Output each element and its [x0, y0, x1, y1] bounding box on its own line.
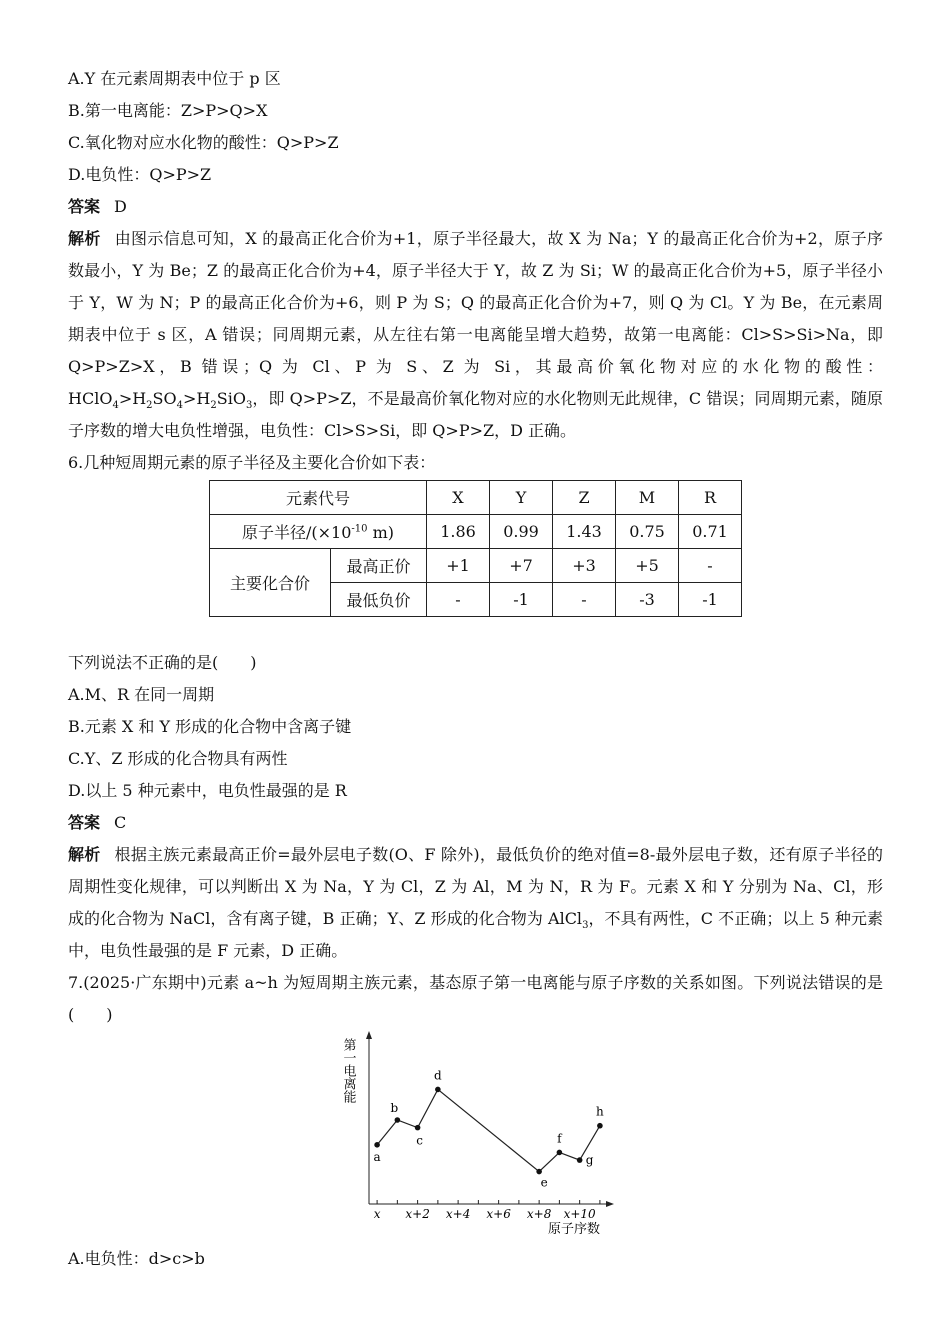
table-header-min: 最低负价 [331, 583, 427, 617]
point-label: c [416, 1133, 423, 1148]
answer-label: 答案 [68, 197, 101, 216]
q6-option-d: D.以上 5 种元素中，电负性最强的是 R [68, 781, 347, 800]
acid-formula: $HClO_4>H_2SO_4>H_2SiO_3$ [68, 389, 253, 412]
analysis-text-2: ，即 Q>P>Z，不是最高价氧化物对应的水化物则无此规律，C 错误；同周期元素，随原子序数的增大电负性增强，电负性：Cl>S>Si，即 Q>P>Z，D 正确。 [68, 389, 883, 440]
table-cell: X [427, 481, 490, 515]
q5-option-b: B.第一电离能：Z>P>Q>X [68, 101, 268, 120]
x-tick-label: x [373, 1207, 381, 1221]
q6-stem: 6.几种短周期元素的原子半径及主要化合价如下表： [68, 453, 436, 472]
q6-option-a: A.M、R 在同一周期 [68, 685, 215, 704]
analysis-text-1: 根据主族元素最高正价=最外层电子数(O、F 除外)，最低负价的绝对值=8-最外层电子数，还有原子半径的周期性变化规律，可以判断出 X 为 Na，Y 为 Cl，Z 为 Al，M 为 N，R 为 F。元素 X 和 Y 分别为 Na、Cl，形成的化合物为 NaCl，含有离子键，B 正确；Y、Z 形成的化合物为 AlCl [68, 845, 883, 928]
table-cell: +5 [616, 549, 679, 583]
q6-analysis [68, 839, 883, 967]
table-row [210, 481, 742, 515]
answer-value: C [114, 813, 127, 832]
analysis-label: 解析 [68, 229, 101, 248]
table-header-radius: 原子半径$/(\times 10^{-10}$ m) [210, 515, 427, 549]
table-cell: M [616, 481, 679, 515]
q7-stem: 7.(2025·广东期中)元素 a~h 为短周期主族元素，基态原子第一电离能与原子序数的关系如图。下列说法错误的是( ) [68, 973, 883, 1024]
table-cell: 0.75 [616, 515, 679, 549]
data-point [597, 1123, 603, 1129]
data-point [577, 1157, 583, 1163]
table-cell: - [553, 583, 616, 617]
ionization-energy-chart [326, 1028, 626, 1242]
element-table [209, 480, 742, 617]
point-label: a [373, 1149, 381, 1164]
analysis-subscript: 3 [582, 920, 589, 932]
data-points [374, 1068, 605, 1189]
table-cell: R [679, 481, 742, 515]
table-row [210, 549, 742, 583]
table-header-code: 元素代号 [210, 481, 427, 515]
x-ticks [374, 1200, 600, 1221]
x-axis-label: 原子序数 [547, 1222, 601, 1237]
q5-option-c: C.氧化物对应水化物的酸性：Q>P>Z [68, 133, 339, 152]
table-cell: -1 [490, 583, 553, 617]
x-tick-label: x+2 [405, 1207, 430, 1221]
table-cell: +3 [553, 549, 616, 583]
x-tick-label: x+6 [486, 1207, 511, 1221]
analysis-text-1: 由图示信息可知，X 的最高正化合价为+1，原子半径最大，故 X 为 Na；Y 的最高正化合价为+2，原子序数最小，Y 为 Be；Z 的最高正化合价为+4，原子半径大于 Y，故 Z 为 Si；W 的最高正化合价为+5，原子半径小于 Y，W 为 N；P 的最高正化合价为+6，则 P 为 S；Q 的最高正化合价为+7，则 Q 为 Cl。Y 为 Be，在元素周期表中位于 s 区，A 错误；同周期元素，从左往右第一电离能呈增大趋势，故第一电离能：Cl>S>Si>Na，即 Q>P>Z>X，B 错误；Q 为 Cl、P 为 S、Z 为 Si，其最高价氧化物对应的水化物的酸性： [68, 229, 883, 376]
answer-value: D [114, 197, 127, 216]
x-tick-label: x+10 [563, 1207, 596, 1221]
point-label: h [596, 1104, 604, 1119]
q5-option-d: D.电负性：Q>P>Z [68, 165, 212, 184]
analysis-text-2: ，不具有两性，C 不正确；以上 5 种元素中，电负性最强的是 F 元素，D 正确。 [68, 909, 883, 960]
q7-option-a: A.电负性：d>c>b [68, 1249, 205, 1268]
series-line [377, 1089, 600, 1171]
point-label: g [585, 1153, 594, 1168]
table-cell: Z [553, 481, 616, 515]
table-cell: -1 [679, 583, 742, 617]
x-axis-arrow [606, 1201, 614, 1207]
analysis-label: 解析 [68, 845, 101, 864]
q6-answer [68, 813, 126, 833]
q6-option-c: C.Y、Z 形成的化合物具有两性 [68, 749, 288, 768]
table-cell: 0.99 [490, 515, 553, 549]
data-point [415, 1125, 421, 1131]
table-cell: 0.71 [679, 515, 742, 549]
q6-question: 下列说法不正确的是( ) [68, 653, 257, 672]
table-cell: Y [490, 481, 553, 515]
point-label: f [557, 1131, 562, 1146]
table-cell: 1.86 [427, 515, 490, 549]
table-cell: - [679, 549, 742, 583]
data-point [557, 1150, 563, 1156]
data-point [435, 1087, 441, 1093]
x-tick-label: x+4 [445, 1207, 471, 1221]
table-cell: +1 [427, 549, 490, 583]
data-point [395, 1117, 401, 1123]
data-point [536, 1169, 542, 1175]
x-tick-label: x+8 [526, 1207, 552, 1221]
answer-label: 答案 [68, 813, 101, 832]
data-point [374, 1142, 380, 1148]
table-header-valence: 主要化合价 [210, 549, 331, 617]
table-cell: -3 [616, 583, 679, 617]
point-label: d [434, 1068, 442, 1083]
q6-option-b: B.元素 X 和 Y 形成的化合物中含离子键 [68, 717, 352, 736]
y-axis-arrow [366, 1031, 372, 1039]
table-cell: +7 [490, 549, 553, 583]
table-header-max: 最高正价 [331, 549, 427, 583]
q5-analysis [68, 223, 883, 447]
q5-answer [68, 197, 127, 217]
y-axis-label: 第一电离能 [340, 1038, 356, 1103]
point-label: e [540, 1175, 548, 1190]
table-cell: - [427, 583, 490, 617]
point-label: b [390, 1101, 399, 1115]
table-row [210, 515, 742, 549]
table-cell: 1.43 [553, 515, 616, 549]
q5-option-a: A.Y 在元素周期表中位于 p 区 [68, 69, 281, 88]
